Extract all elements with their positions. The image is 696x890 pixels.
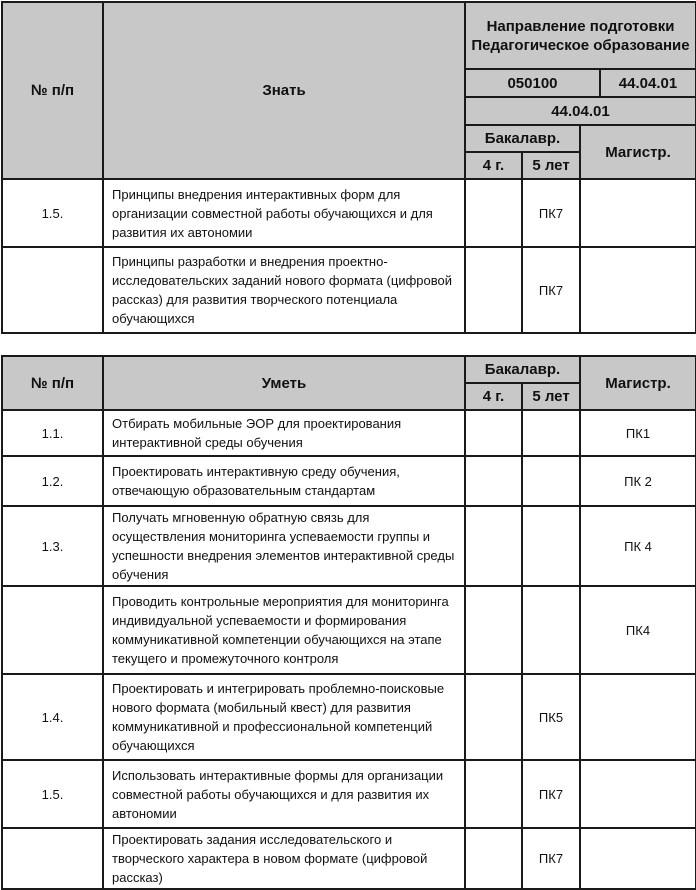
header-code-050100: 050100 [465, 69, 600, 97]
row-master: ПК4 [580, 586, 696, 674]
row-master [580, 828, 696, 889]
table-row [2, 828, 696, 889]
row-num: 1.3. [2, 506, 103, 586]
row-bachelor-4 [465, 760, 522, 828]
row-master [580, 760, 696, 828]
row-bachelor-5 [522, 456, 580, 506]
row-bachelor-5: ПК7 [522, 828, 580, 889]
table-row [2, 674, 696, 760]
header-bachelor: Бакалавр. [465, 356, 580, 383]
row-bachelor-5 [522, 410, 580, 456]
row-master [580, 179, 696, 247]
row-master: ПК 4 [580, 506, 696, 586]
table-row [2, 247, 696, 333]
table-row [2, 586, 696, 674]
row-bachelor-4 [465, 586, 522, 674]
row-num: 1.5. [2, 760, 103, 828]
skills-table [1, 355, 696, 890]
row-text: Принципы разработки и внедрения проектно-исследовательских заданий нового формата (цифровой рассказ) для развития творческого потенциала обучающихся [103, 247, 465, 333]
row-num [2, 586, 103, 674]
row-num: 1.2. [2, 456, 103, 506]
header-num: № п/п [2, 2, 103, 179]
row-text: Отбирать мобильные ЭОР для проектирования интерактивной среды обучения [103, 410, 465, 456]
table-row [2, 410, 696, 456]
row-num: 1.5. [2, 179, 103, 247]
row-text: Проектировать интерактивную среду обучения, отвечающую образовательным стандартам [103, 456, 465, 506]
row-master: ПК 2 [580, 456, 696, 506]
row-num: 1.1. [2, 410, 103, 456]
header-five-years: 5 лет [522, 383, 580, 410]
header-four-years: 4 г. [465, 383, 522, 410]
header-know: Знать [103, 2, 465, 179]
row-bachelor-4 [465, 456, 522, 506]
row-master [580, 247, 696, 333]
header-master: Магистр. [580, 356, 696, 410]
row-bachelor-4 [465, 674, 522, 760]
row-text: Принципы внедрения интерактивных форм для организации совместной работы обучающихся и для развития их автономии [103, 179, 465, 247]
row-bachelor-4 [465, 828, 522, 889]
row-text: Использовать интерактивные формы для организации совместной работы обучающихся и для развития их автономии [103, 760, 465, 828]
row-num: 1.4. [2, 674, 103, 760]
row-num [2, 828, 103, 889]
knowledge-table [1, 1, 696, 334]
header-bachelor: Бакалавр. [465, 125, 580, 152]
header-direction: Направление подготовки Педагогическое образование [465, 2, 696, 69]
row-bachelor-5 [522, 506, 580, 586]
row-text: Проводить контрольные мероприятия для мониторинга индивидуальной успеваемости и формирования коммуникативной компетенции обучающихся на этапе текущего и промежуточного контроля [103, 586, 465, 674]
header-skill: Уметь [103, 356, 465, 410]
table-row [2, 760, 696, 828]
row-text: Проектировать задания исследовательского и творческого характера в новом формате (цифровой рассказ) [103, 828, 465, 889]
table-row [2, 506, 696, 586]
header-num: № п/п [2, 356, 103, 410]
row-num [2, 247, 103, 333]
row-bachelor-5: ПК5 [522, 674, 580, 760]
row-bachelor-4 [465, 410, 522, 456]
row-bachelor-4 [465, 247, 522, 333]
row-bachelor-5: ПК7 [522, 179, 580, 247]
row-master: ПК1 [580, 410, 696, 456]
header-four-years: 4 г. [465, 152, 522, 179]
header-master: Магистр. [580, 125, 696, 179]
row-text: Получать мгновенную обратную связь для осуществления мониторинга успеваемости группы и успешности внедрения элементов интерактивной среды обучения [103, 506, 465, 586]
table-row [2, 456, 696, 506]
table-row [2, 179, 696, 247]
row-bachelor-5 [522, 586, 580, 674]
header-code-440401-a: 44.04.01 [600, 69, 696, 97]
row-bachelor-4 [465, 506, 522, 586]
header-five-years: 5 лет [522, 152, 580, 179]
row-bachelor-5: ПК7 [522, 247, 580, 333]
row-bachelor-4 [465, 179, 522, 247]
row-master [580, 674, 696, 760]
header-code-440401-b: 44.04.01 [465, 97, 696, 125]
row-text: Проектировать и интегрировать проблемно-поисковые нового формата (мобильный квест) для развития коммуникативной и профессиональной компетенций обучающихся [103, 674, 465, 760]
row-bachelor-5: ПК7 [522, 760, 580, 828]
